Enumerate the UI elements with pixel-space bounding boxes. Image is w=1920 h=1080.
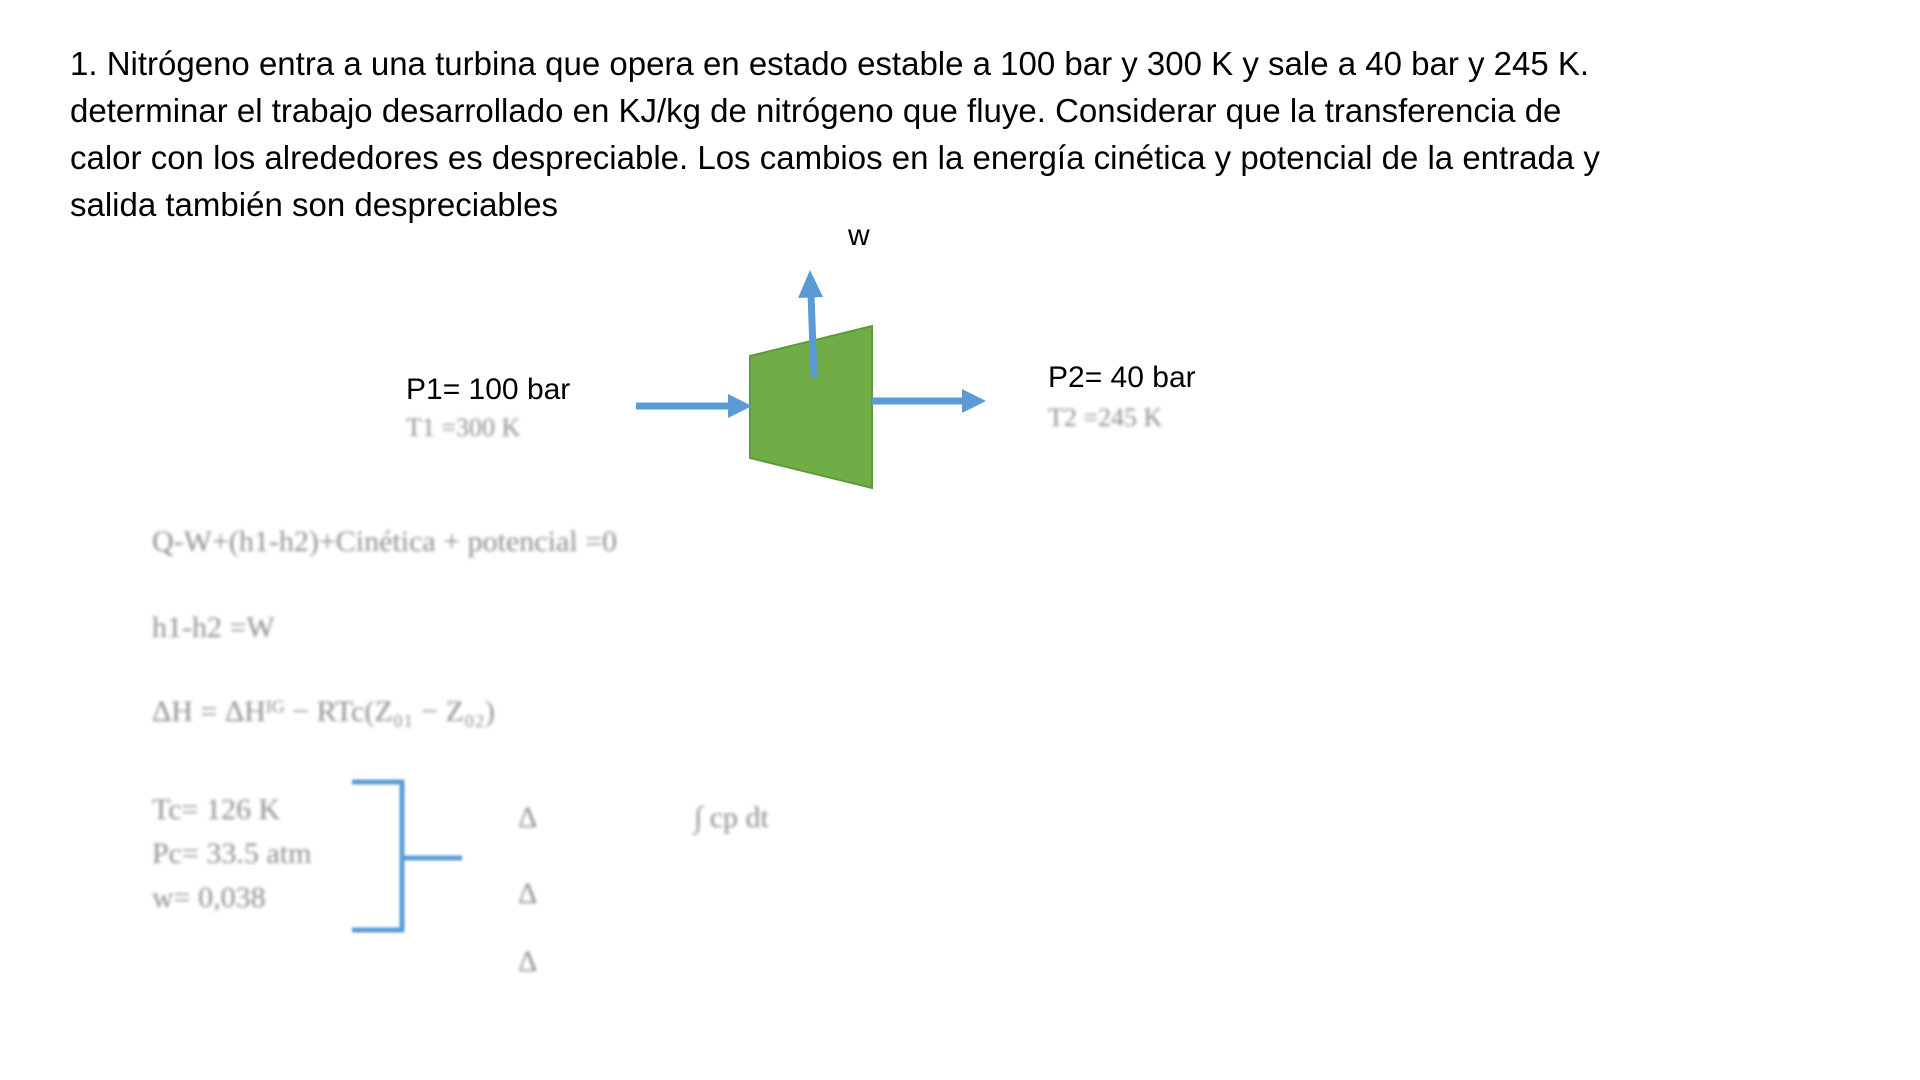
inlet-pressure-label: P1= 100 bar [406,373,571,406]
bracket [352,782,462,930]
critical-temperature: Tc= 126 K [152,793,281,826]
inlet-temperature-label: T1 =300 K [406,413,521,442]
integral-expression: ∫ cp dt [694,801,769,834]
outlet-arrow [872,389,986,413]
simplified-equation: h1-h2 =W [152,611,275,644]
work-label: w [848,219,870,252]
inlet-arrow [636,394,752,418]
critical-pressure: Pc= 33.5 atm [152,837,312,870]
delta-symbol: Δ [518,877,538,910]
delta-symbol: Δ [518,945,538,978]
problem-statement: 1. Nitrógeno entra a una turbina que opera en estado estable a 100 bar y 300 K y sale a 40 bar y 245 K. determinar el trabajo desarrollado en KJ/kg de nitrógeno que fluye. Considerar que la transferencia de calor con los alrededores es despreciable. Los cambios en la energía cinética y potencial de la entrada y salida también son despreciables [70,45,1600,223]
outlet-pressure-label: P2= 40 bar [1048,361,1196,394]
acentric-factor: w= 0,038 [152,881,266,914]
outlet-temperature-label: T2 =245 K [1048,403,1163,432]
critical-properties [152,788,311,920]
delta-symbol: Δ [518,801,538,834]
enthalpy-equation: ΔH = ΔHᴵᴳ − RTc(Z₀₁ − Z₀₂) [152,695,495,728]
energy-balance-equation: Q-W+(h1-h2)+Cinética + potencial =0 [152,525,618,558]
